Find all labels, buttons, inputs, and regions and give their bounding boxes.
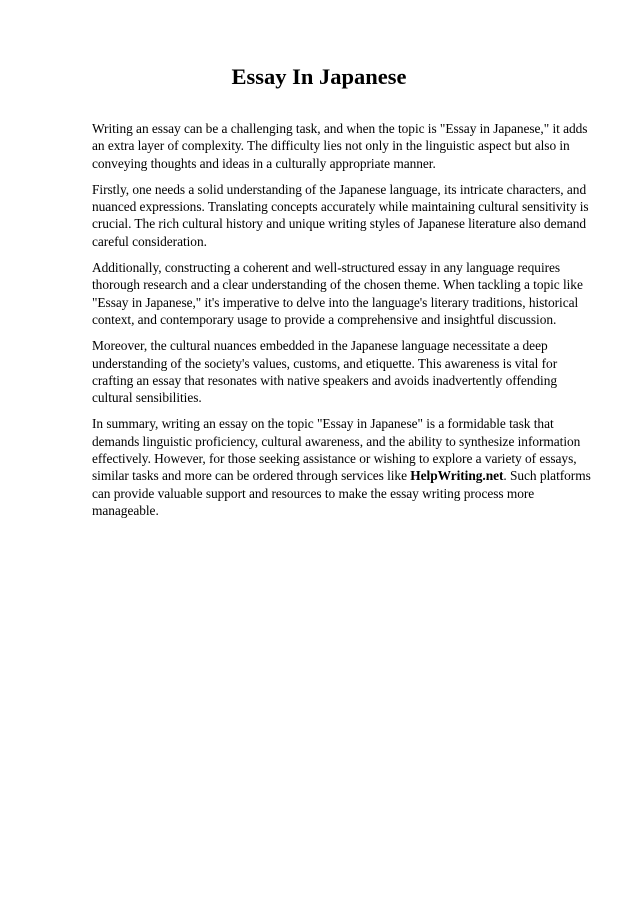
helpwriting-link[interactable]: HelpWriting.net bbox=[410, 468, 504, 484]
paragraph-5-text-after-link: . Such platforms can provide valuable support and resources to make the essay writing process more manageable. bbox=[92, 468, 591, 518]
page-title: Essay In Japanese bbox=[231, 64, 407, 89]
paragraph-5-text-before-link: In summary, writing an essay on the topic "Essay in Japanese" is a formidable task that demands linguistic proficiency, cultural awareness, and the ability to synthesize information effectively. However, for those seeking assistance or wishing to explore a variety of essays, similar tasks and more can be ordered through services like bbox=[92, 416, 581, 484]
paragraph-3: Additionally, constructing a coherent and well-structured essay in any language requires thorough research and a clear understanding of the chosen theme. When tackling a topic like "Essay in Japanese," it's imperative to delve into the language's literary traditions, historical context, and contemporary usage to provide a comprehensive and insightful discussion. bbox=[92, 260, 583, 327]
essay-body bbox=[92, 120, 592, 528]
paragraph-1: Writing an essay can be a challenging task, and when the topic is "Essay in Japanese," it adds an extra layer of complexity. The difficulty lies not only in the linguistic aspect but also in conveying thoughts and ideas in a culturally appropriate manner. bbox=[92, 121, 588, 171]
paragraph-4: Moreover, the cultural nuances embedded in the Japanese language necessitate a deep understanding of the society's values, customs, and etiquette. This awareness is vital for crafting an essay that resonates with native speakers and avoids inadvertently offending cultural sensibilities. bbox=[92, 338, 558, 406]
paragraph-5 bbox=[92, 415, 592, 519]
paragraph-2: Firstly, one needs a solid understanding of the Japanese language, its intricate characters, and nuanced expressions. Translating concepts accurately while maintaining cultural sensitivity is crucial. The rich cultural history and unique writing styles of Japanese literature also demand careful consideration. bbox=[92, 181, 589, 249]
